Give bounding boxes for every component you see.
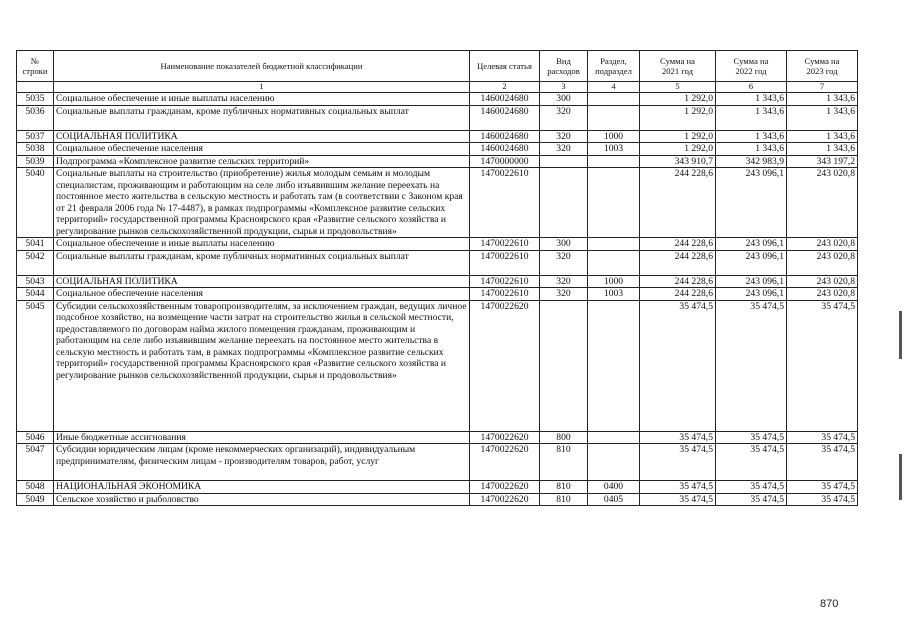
expense-kind-cell: 810: [540, 481, 588, 494]
header-sum-2022: Сумма на 2022 год: [716, 51, 787, 82]
target-article-cell: 1470022620: [470, 481, 540, 494]
sum-2023-cell: 35 474,5: [787, 493, 858, 506]
row-number-cell: 5039: [17, 155, 54, 168]
row-number-cell: 5042: [17, 250, 54, 275]
expense-kind-cell: [540, 168, 588, 238]
sum-2023-cell: 1 343,6: [787, 93, 858, 106]
indicator-name-cell: Социальные выплаты на строительство (приобретение) жилья молодым семьям и молодым специалистам, проживающим и работающим на селе либо изъявившим желание переехать на постоянное место жительства в сельскую местность и работать там (в соответствии с Законом края от 21 февраля 2006 года № 17-4487), в рамках подпрограммы «Комплексное развитие сельских территорий» государственной программы Красноярского края «Развитие сельского хозяйства и регулирование рынков сельскохозяйственной продукции, сырья и продовольствия»: [54, 168, 470, 238]
sum-2023-cell: 343 197,2: [787, 155, 858, 168]
indicator-name-cell: Социальное обеспечение и иные выплаты населению: [54, 93, 470, 106]
row-number-cell: 5049: [17, 493, 54, 506]
table-row: [17, 275, 858, 288]
row-number-cell: 5043: [17, 275, 54, 288]
section-cell: [588, 238, 640, 251]
section-cell: [588, 93, 640, 106]
sum-2021-cell: 244 228,6: [640, 168, 716, 238]
indicator-name-cell: Социальное обеспечение населения: [54, 288, 470, 301]
row-number-cell: 5044: [17, 288, 54, 301]
sum-2022-cell: 1 343,6: [716, 130, 787, 143]
header-row-no: № строки: [17, 51, 54, 82]
section-cell: [588, 300, 640, 431]
section-cell: 1003: [588, 143, 640, 156]
sum-2023-cell: 35 474,5: [787, 431, 858, 444]
target-article-cell: 1470022620: [470, 493, 540, 506]
sum-2022-cell: 243 096,1: [716, 250, 787, 275]
sum-2022-cell: 243 096,1: [716, 238, 787, 251]
table-row: [17, 130, 858, 143]
table-row: [17, 143, 858, 156]
section-cell: [588, 105, 640, 130]
section-cell: [588, 444, 640, 481]
sum-2023-cell: 243 020,8: [787, 288, 858, 301]
expense-kind-cell: 320: [540, 105, 588, 130]
sum-2021-cell: 35 474,5: [640, 481, 716, 494]
sum-2022-cell: 1 343,6: [716, 105, 787, 130]
row-number-cell: 5036: [17, 105, 54, 130]
section-cell: [588, 168, 640, 238]
row-number-cell: 5045: [17, 300, 54, 431]
sum-2022-cell: 243 096,1: [716, 168, 787, 238]
header-section: Раздел, подраздел: [588, 51, 640, 82]
sum-2021-cell: 244 228,6: [640, 288, 716, 301]
sum-2023-cell: 35 474,5: [787, 444, 858, 481]
table-row: [17, 168, 858, 238]
row-number-cell: 5047: [17, 444, 54, 481]
sum-2023-cell: 1 343,6: [787, 105, 858, 130]
table-row: [17, 431, 858, 444]
row-number-cell: 5035: [17, 93, 54, 106]
sum-2021-cell: 1 292,0: [640, 143, 716, 156]
target-article-cell: 1470022620: [470, 444, 540, 481]
row-number-cell: 5041: [17, 238, 54, 251]
budget-table: [16, 50, 858, 506]
table-row: [17, 481, 858, 494]
target-article-cell: 1460024680: [470, 93, 540, 106]
sum-2022-cell: 35 474,5: [716, 493, 787, 506]
sum-2022-cell: 1 343,6: [716, 93, 787, 106]
table-row: [17, 493, 858, 506]
table-row: [17, 300, 858, 431]
column-number: 6: [716, 82, 787, 93]
sum-2022-cell: 342 983,9: [716, 155, 787, 168]
sum-2022-cell: 35 474,5: [716, 481, 787, 494]
scan-edge-mark: [899, 454, 902, 500]
indicator-name-cell: СОЦИАЛЬНАЯ ПОЛИТИКА: [54, 130, 470, 143]
sum-2021-cell: 35 474,5: [640, 431, 716, 444]
column-number: 4: [588, 82, 640, 93]
section-cell: [588, 431, 640, 444]
row-number-cell: 5048: [17, 481, 54, 494]
sum-2023-cell: 1 343,6: [787, 130, 858, 143]
sum-2023-cell: 243 020,8: [787, 250, 858, 275]
target-article-cell: 1460024680: [470, 130, 540, 143]
expense-kind-cell: 320: [540, 250, 588, 275]
sum-2021-cell: 35 474,5: [640, 444, 716, 481]
sum-2022-cell: 243 096,1: [716, 288, 787, 301]
indicator-name-cell: Подпрограмма «Комплексное развитие сельских территорий»: [54, 155, 470, 168]
target-article-cell: 1460024680: [470, 105, 540, 130]
sum-2022-cell: 35 474,5: [716, 431, 787, 444]
sum-2023-cell: 243 020,8: [787, 275, 858, 288]
target-article-cell: 1470022610: [470, 288, 540, 301]
sum-2023-cell: 243 020,8: [787, 168, 858, 238]
sum-2023-cell: 35 474,5: [787, 481, 858, 494]
column-number: 5: [640, 82, 716, 93]
header-name: Наименование показателей бюджетной классификации: [54, 51, 470, 82]
indicator-name-cell: Субсидии сельскохозяйственным товаропроизводителям, за исключением граждан, ведущих личное подсобное хозяйство, на возмещение части затрат на строительство жилья в сельской местности, предоставляемого по договорам найма жилого помещения гражданам, проживающим и работающим на селе либо изъявившим желание переехать на постоянное место жительства в сельскую местность и работать там, в рамках подпрограммы «Комплексное развитие сельских территорий» государственной программы Красноярского края «Развитие сельского хозяйства и регулирование рынков сельскохозяйственной продукции, сырья и продовольствия»: [54, 300, 470, 431]
section-cell: 0400: [588, 481, 640, 494]
sum-2021-cell: 244 228,6: [640, 275, 716, 288]
column-number: [17, 82, 54, 93]
indicator-name-cell: Иные бюджетные ассигнования: [54, 431, 470, 444]
indicator-name-cell: Сельское хозяйство и рыболовство: [54, 493, 470, 506]
target-article-cell: 1470000000: [470, 155, 540, 168]
header-sum-2023: Сумма на 2023 год: [787, 51, 858, 82]
row-number-cell: 5037: [17, 130, 54, 143]
expense-kind-cell: 300: [540, 238, 588, 251]
section-cell: [588, 250, 640, 275]
section-cell: [588, 155, 640, 168]
target-article-cell: 1470022610: [470, 275, 540, 288]
column-number: 7: [787, 82, 858, 93]
sum-2021-cell: 244 228,6: [640, 250, 716, 275]
column-number: 3: [540, 82, 588, 93]
sum-2021-cell: 343 910,7: [640, 155, 716, 168]
row-number-cell: 5046: [17, 431, 54, 444]
expense-kind-cell: 810: [540, 493, 588, 506]
indicator-name-cell: Социальные выплаты гражданам, кроме публичных нормативных социальных выплат: [54, 105, 470, 130]
column-number: 2: [470, 82, 540, 93]
target-article-cell: 1460024680: [470, 143, 540, 156]
sum-2021-cell: 1 292,0: [640, 93, 716, 106]
table-row: [17, 250, 858, 275]
table-row: [17, 105, 858, 130]
sum-2021-cell: 244 228,6: [640, 238, 716, 251]
scan-edge-mark: [899, 311, 902, 359]
column-number: 1: [54, 82, 470, 93]
expense-kind-cell: 810: [540, 444, 588, 481]
sum-2022-cell: 35 474,5: [716, 444, 787, 481]
table-row: [17, 288, 858, 301]
row-number-cell: 5040: [17, 168, 54, 238]
sum-2022-cell: 1 343,6: [716, 143, 787, 156]
table-row: [17, 238, 858, 251]
page-number: 870: [820, 598, 839, 610]
table-body: [17, 93, 858, 506]
table-row: [17, 444, 858, 481]
indicator-name-cell: Социальное обеспечение и иные выплаты населению: [54, 238, 470, 251]
sum-2022-cell: 243 096,1: [716, 275, 787, 288]
expense-kind-cell: 300: [540, 93, 588, 106]
target-article-cell: 1470022620: [470, 300, 540, 431]
expense-kind-cell: 320: [540, 275, 588, 288]
expense-kind-cell: 800: [540, 431, 588, 444]
section-cell: 0405: [588, 493, 640, 506]
sum-2021-cell: 35 474,5: [640, 300, 716, 431]
expense-kind-cell: 320: [540, 130, 588, 143]
expense-kind-cell: [540, 300, 588, 431]
header-target: Целевая статья: [470, 51, 540, 82]
header-sum-2021: Сумма на 2021 год: [640, 51, 716, 82]
sum-2022-cell: 35 474,5: [716, 300, 787, 431]
sum-2021-cell: 1 292,0: [640, 130, 716, 143]
target-article-cell: 1470022610: [470, 238, 540, 251]
header-kind: Вид расходов: [540, 51, 588, 82]
section-cell: 1000: [588, 130, 640, 143]
target-article-cell: 1470022620: [470, 431, 540, 444]
column-number-row: [17, 82, 858, 93]
expense-kind-cell: 320: [540, 288, 588, 301]
sum-2023-cell: 1 343,6: [787, 143, 858, 156]
sum-2021-cell: 1 292,0: [640, 105, 716, 130]
table-row: [17, 93, 858, 106]
table-row: [17, 155, 858, 168]
target-article-cell: 1470022610: [470, 168, 540, 238]
expense-kind-cell: [540, 155, 588, 168]
section-cell: 1003: [588, 288, 640, 301]
target-article-cell: 1470022610: [470, 250, 540, 275]
sum-2023-cell: 35 474,5: [787, 300, 858, 431]
section-cell: 1000: [588, 275, 640, 288]
indicator-name-cell: Субсидии юридическим лицам (кроме некоммерческих организаций), индивидуальным предпринимателям, физическим лицам - производителям товаров, работ, услуг: [54, 444, 470, 481]
expense-kind-cell: 320: [540, 143, 588, 156]
indicator-name-cell: Социальные выплаты гражданам, кроме публичных нормативных социальных выплат: [54, 250, 470, 275]
sum-2021-cell: 35 474,5: [640, 493, 716, 506]
table-header-row: [17, 51, 858, 82]
sum-2023-cell: 243 020,8: [787, 238, 858, 251]
indicator-name-cell: НАЦИОНАЛЬНАЯ ЭКОНОМИКА: [54, 481, 470, 494]
row-number-cell: 5038: [17, 143, 54, 156]
indicator-name-cell: Социальное обеспечение населения: [54, 143, 470, 156]
indicator-name-cell: СОЦИАЛЬНАЯ ПОЛИТИКА: [54, 275, 470, 288]
